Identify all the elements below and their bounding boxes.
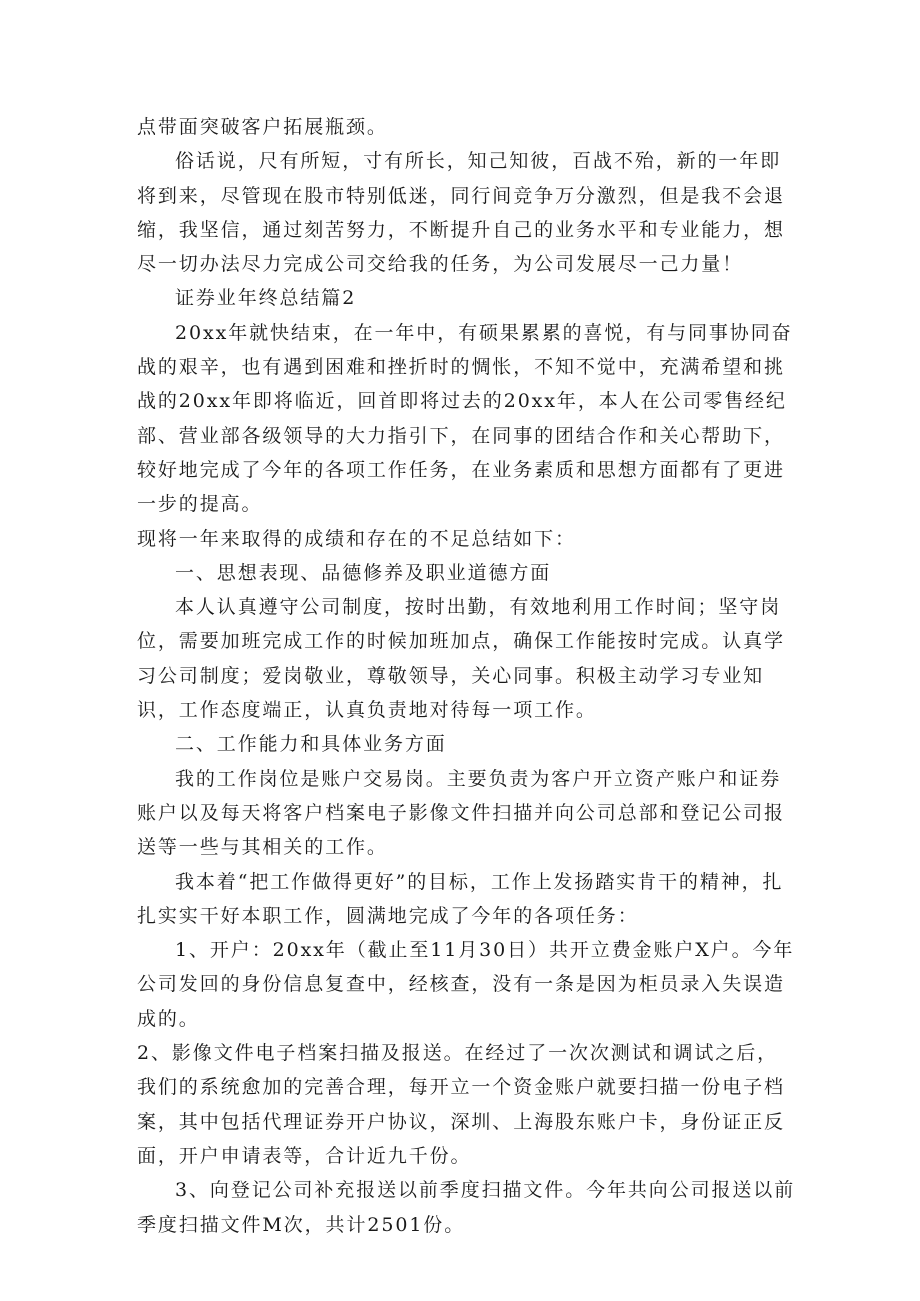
paragraph-item-scanning: 2、影像文件电子档案扫描及报送。在经过了一次次测试和调试之后，我们的系统愈加的完善合理，每开立一个资金账户就要扫描一份电子档案，其中包括代理证券开户协议，深圳、上海股东账户卡，身份证正反面，开户申请表等，合计近九千份。 [137,1042,785,1167]
paragraph-year-summary: 20xx年就快结束，在一年中，有硕果累累的喜悦，有与同事协同奋战的艰辛，也有遇到困难和挫折时的惆怅，不知不觉中，充满希望和挑战的20xx年即将临近，回首即将过去的20xx年，本人在公司零售经纪部、营业部各级领导的大力指引下，在同事的团结合作和关心帮助下，较好地完成了今年的各项工作任务，在业务素质和思想方面都有了更进一步的提高。 [137,321,793,516]
document-body [137,110,797,1242]
paragraph-item-reporting: 3、向登记公司补充报送以前季度扫描文件。今年共向公司报送以前季度扫描文件M次，共计2501份。 [137,1179,796,1236]
paragraph-summary-intro: 现将一年来取得的成绩和存在的不足总结如下： [137,527,576,550]
heading-conduct: 一、思想表现、品德修养及职业道德方面 [175,561,552,584]
paragraph-conduct: 本人认真遵守公司制度，按时出勤，有效地利用工作时间；坚守岗位，需要加班完成工作的时候加班加点，确保工作能按时完成。认真学习公司制度；爱岗敬业，尊敬领导，关心同事。积极主动学习专业知识，工作态度端正，认真负责地对待每一项工作。 [137,596,785,722]
paragraph-intro-end: 点带面突破客户拓展瓶颈。 [137,116,388,138]
heading-work-ability: 二、工作能力和具体业务方面 [175,733,447,756]
paragraph-position: 我的工作岗位是账户交易岗。主要负责为客户开立资产账户和证券账户以及每天将客户档案电子影像文件扫描并向公司总部和登记公司报送等一些与其相关的工作。 [137,767,785,859]
paragraph-item-accounts: 1、开户：20xx年（截止至11月30日）共开立费金账户X户。今年公司发回的身份信息复查中，经核查，没有一条是因为柜员录入失误造成的。 [137,939,795,1030]
section-title: 证券业年终总结篇2 [175,287,357,310]
paragraph-saying: 俗话说，尺有所短，寸有所长，知己知彼，百战不殆，新的一年即将到来，尽管现在股市特别低迷，同行间竞争万分激烈，但是我不会退缩，我坚信，通过刻苦努力，不断提升自己的业务水平和专业能力，想尽一切办法尽力完成公司交给我的任务，为公司发展尽一己力量！ [137,150,785,276]
paragraph-attitude: 我本着“把工作做得更好”的目标，工作上发扬踏实肯干的精神，扎扎实实干好本职工作，圆满地完成了今年的各项任务： [137,870,784,927]
